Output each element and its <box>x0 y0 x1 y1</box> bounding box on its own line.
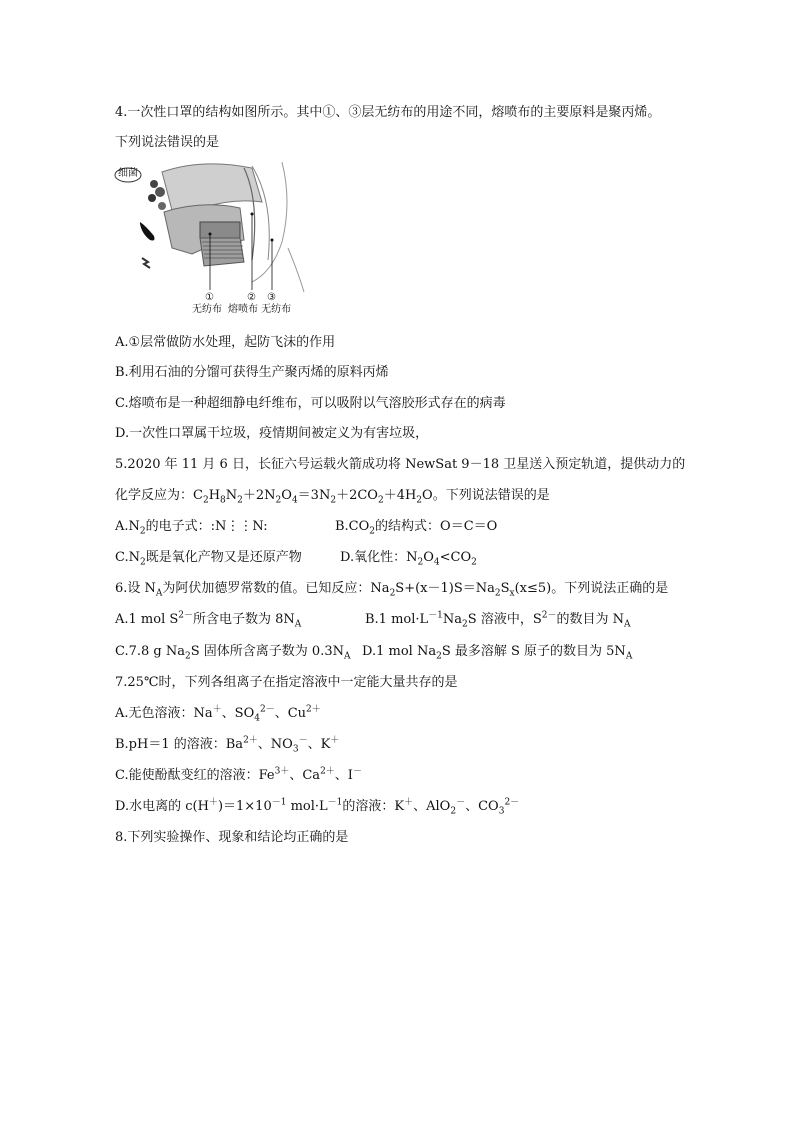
layer-2-3-labels: 熔喷布 无纺布 <box>228 304 292 315</box>
q4-option-d: D.一次性口罩属干垃圾，疫情期间被定义为有害垃圾， <box>115 426 429 441</box>
q6-option-a: A.1 mol $S^{2-}$所含电子数为 $8N_A$ <box>115 610 302 630</box>
q7-option-d: D.水电离的 $c(H^+)=1\times 10^{-1}$ $mol\cdot L^{-1}$的溶液：K＋、AlO$_2$－、$CO_3^{2-}$ <box>115 797 520 817</box>
q6-option-c: C.7.8 g $Na_2S$ 固体所含离子数为 $0.3N_A$ <box>115 644 351 662</box>
layer-2-marker: ② <box>247 292 256 303</box>
q6-option-b: B.1 $mol\cdot L^{-1}Na_2S$ 溶液中，$S^{2-}$的数目为 $N_A$ <box>365 610 631 630</box>
layer-1-label: 无纺布 <box>192 304 222 315</box>
q4-option-b: B.利用石油的分馏可获得生产聚丙烯的原料丙烯 <box>115 365 389 380</box>
q5-option-d: D.氧化性：$N_2O_4<CO_2$ <box>340 550 477 568</box>
q5-option-b: $B.CO_2$的结构式：O＝C＝O <box>335 519 498 537</box>
layer-3-marker: ③ <box>267 292 276 303</box>
mask-illustration <box>112 162 322 322</box>
q4-stem-line1: 4.一次性口罩的结构如图所示。其中①、③层无纺布的用途不同，熔喷布的主要原料是聚丙烯。 <box>115 105 661 120</box>
germ-label: 细菌 <box>118 168 138 179</box>
q7-stem: 7.25℃时，下列各组离子在指定溶液中一定能大量共存的是 <box>115 675 458 690</box>
layer-1-marker: ① <box>205 292 214 303</box>
q7-option-c: C.能使酚酞变红的溶液：$Fe^{3+}$、$Ca^{2+}$、I－ <box>115 766 362 783</box>
q4-option-c: C.熔喷布是一种超细静电纤维布，可以吸附以气溶胶形式存在的病毒 <box>115 396 506 411</box>
q4-stem-line2: 下列说法错误的是 <box>115 135 220 150</box>
q6-option-d: D.1 mol $Na_2S$ 最多溶解 S 原子的数目为 $5N_A$ <box>362 644 633 662</box>
q8-stem: 8.下列实验操作、现象和结论均正确的是 <box>115 830 349 845</box>
mask-structure-figure <box>112 162 322 322</box>
q5-stem-line1: 5.2020 年 11 月 6 日，长征六号运载火箭成功将 NewSat 9－18 卫星送入预定轨道，提供动力的 <box>115 457 686 472</box>
q4-option-a: A.①层常做防水处理，起防飞沫的作用 <box>115 335 336 350</box>
q7-option-a: A.无色溶液：Na＋、$SO_4^{2-}$、$Cu^{2+}$ <box>115 704 321 724</box>
q5-stem-line2: 化学反应为：$C_2H_8N_2+2N_2O_4=3N_2+2CO_2+4H_2O$。下列说法错误的是 <box>115 488 550 506</box>
q7-option-b: B.pH＝1 的溶液：$Ba^{2+}$、$NO_3^-$、K＋ <box>115 735 340 755</box>
q6-stem: 6.设 $N_A$为阿伏加德罗常数的值。已知反应：$Na_2S+(x-1)S=Na_2S_x(x\le 5)$。下列说法正确的是 <box>115 581 669 599</box>
q5-option-c: $C.N_2$既是氧化产物又是还原产物 <box>115 550 302 568</box>
q5-option-a: $A.N_2$的电子式：:N⋮⋮N: <box>115 519 268 537</box>
